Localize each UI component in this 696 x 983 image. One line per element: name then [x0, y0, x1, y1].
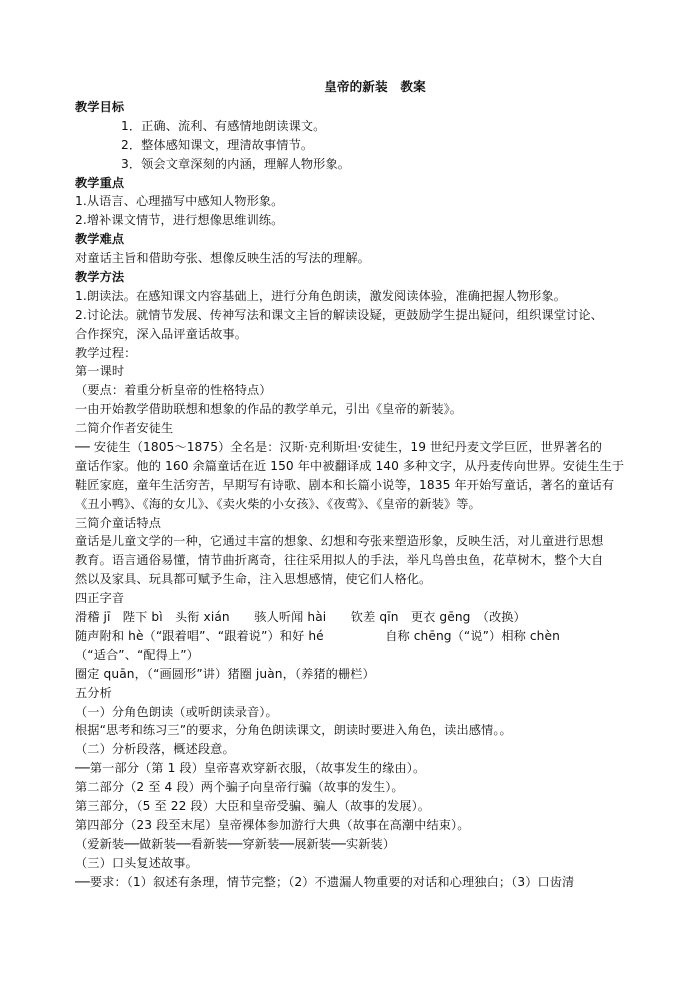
text-line: 四正字音 [75, 591, 125, 606]
document-title: 皇帝的新装 教案 [324, 79, 426, 94]
text-line: （“适合”、“配得上”） [75, 647, 199, 662]
section-heading: 教学重点 [75, 175, 125, 190]
text-line: 1.朗读法。在感知课文内容基础上，进行分角色朗读，激发阅读体验，准确把握人物形象。 [75, 288, 567, 303]
text-line: 2.增补课文情节，进行想像思维训练。 [75, 213, 284, 228]
document-body [75, 98, 635, 891]
text-line: 《丑小鸭》、《海的女儿》、《卖火柴的小女孩》、《夜莺》、《皇帝的新装》等。 [75, 496, 481, 511]
text-line: （三）口头复述故事。 [75, 855, 198, 870]
text-line: 然以及家具、玩具都可赋予生命，注入思想感情，使它们人格化。 [75, 572, 432, 587]
text-line: ──要求：（1）叙述有条理，情节完整；（2）不遗漏人物重要的对话和心理独白；（3）口齿清 [75, 874, 575, 889]
text-line: 1．正确、流利、有感情地朗读课文。 [121, 118, 326, 133]
text-line: ──第一部分（第 1 段）皇帝喜欢穿新衣服，（故事发生的缘由）。 [75, 761, 426, 776]
text-line: 2．整体感知课文，理清故事情节。 [121, 137, 314, 152]
text-line: 童话作家。他的 160 余篇童话在近 150 年中被翻译成 140 多种文字，从丹麦传向世界。安徒生生于 [75, 458, 625, 473]
text-line: 合作探究，深入品评童话故事。 [75, 326, 248, 341]
text-line: ── 安徒生（1805～1875）全名是：汉斯·克利斯坦·安徒生，19 世纪丹麦文学巨匠，世界著名的 [75, 440, 603, 455]
text-line: 教学过程： [75, 345, 137, 360]
text-line: 一由开始教学借助联想和想象的作品的教学单元，引出《皇帝的新装》。 [75, 402, 463, 417]
text-line: 1.从语言、心理描写中感知人物形象。 [75, 194, 284, 209]
text-line: 五分析 [75, 685, 112, 700]
text-line: （要点：着重分析皇帝的性格特点） [75, 383, 272, 398]
section-heading: 教学方法 [75, 270, 125, 285]
section-heading: 教学目标 [75, 100, 125, 114]
section-heading: 教学难点 [75, 232, 125, 247]
text-line: 随声附和 hè（“跟着唱”、“跟着说”）和好 hé 自称 chēng（“说”）相称 chèn [75, 628, 560, 643]
text-line: 童话是儿童文学的一种，它通过丰富的想象、幻想和夸张来塑造形象，反映生活，对儿童进行思想 [75, 534, 604, 549]
text-line: 对童话主旨和借助夸张、想像反映生活的写法的理解。 [75, 251, 370, 266]
text-line: 二简介作者安徒生 [75, 421, 174, 436]
text-line: （爱新装──做新装──看新装──穿新装──展新装──实新装） [75, 836, 396, 851]
text-line: 第二部分（2 至 4 段）两个骗子向皇帝行骗（故事的发生）。 [75, 780, 404, 795]
text-line: 第三部分，（5 至 22 段）大臣和皇帝受骗、骗人（故事的发展）。 [75, 798, 431, 813]
text-line: 鞋匠家庭，童年生活穷苦，早期写有诗歌、剧本和长篇小说等，1835 年开始写童话，著名的童话有 [75, 477, 615, 492]
text-line: 三简介童话特点 [75, 515, 162, 530]
text-line: 根据“思考和练习三”的要求，分角色朗读课文，朗读时要进入角色，读出感情。。 [75, 723, 512, 738]
text-line: 第一课时 [75, 364, 125, 379]
text-line: 教育。语言通俗易懂，情节曲折离奇，往往采用拟人的手法，举凡鸟兽虫鱼，花草树木，整个大自 [75, 553, 604, 568]
text-line: 3．领会文章深刻的内涵，理解人物形象。 [121, 156, 351, 171]
document-page [75, 76, 635, 891]
text-line: 2.讨论法。就情节发展、传神写法和课文主旨的解读设疑，更鼓励学生提出疑问，组织课堂讨论、 [75, 307, 603, 322]
text-line: （二）分析段落，概述段意。 [75, 742, 235, 757]
text-line: 第四部分（23 段至末尾）皇帝裸体参加游行大典（故事在高潮中结束）。 [75, 817, 470, 832]
text-line: （一）分角色朗读（或听朗读录音）。 [75, 704, 278, 719]
text-line: 滑稽 jī 陛下 bì 头衔 xián 骇人听闻 hài 钦差 qīn 更衣 gēng （改换） [75, 610, 526, 625]
text-line: 圈定 quān，（“画圆形”讲）猪圈 juàn，（养猪的栅栏） [75, 666, 375, 681]
